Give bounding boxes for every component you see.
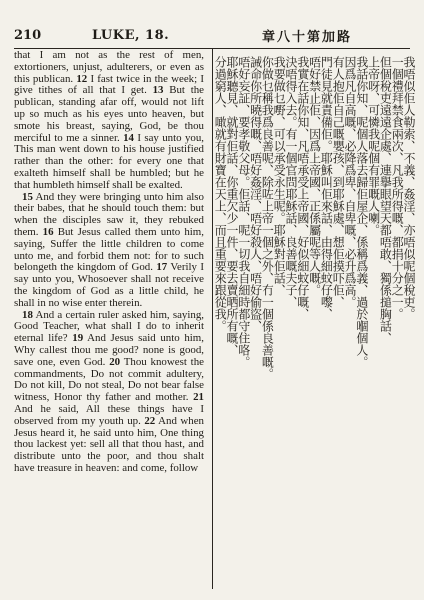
chinese-text-line: 你做乜稱我爲良善呢、除咗上帝一個之外、冇一個係良善嘅。 <box>260 56 275 380</box>
verse-text: that I am not as the rest of men, extortioners, unjust, adulterers, or even as this publican. <box>14 49 204 85</box>
verse-text: And they were bringing unto him also their babes, that he should touch them: but when the disciples saw it, they rebuked them. <box>14 190 204 238</box>
chinese-text-line: 誡命你所曉得嘅、唔好姦淫、唔好殺人、唔好偷盜、 <box>248 56 263 332</box>
verse-number: 17 <box>156 261 168 274</box>
verse-text: And Jesus said unto him, Why callest thou me good? none is good, save one, even God. <box>14 332 204 368</box>
verse-text: Verily I say unto you, Whosoever shall not receive the kingdom of God as a little child, he shall in no wise enter therein. <box>14 261 204 309</box>
verse-number: 13 <box>152 84 164 97</box>
english-paragraph-3 <box>14 310 204 475</box>
chinese-running-head <box>262 26 352 45</box>
verse-number: 22 <box>144 414 156 427</box>
chinese-text-column <box>213 52 416 588</box>
chinese-text-line: 有人抱佢自己嘅嬰孩、到耶穌處、想佢摸吓佢、 <box>331 56 346 308</box>
verse-text: And when Jesus heard it, he said unto him, One thing thou lackest yet: sell all that thou hast, and distribute unto the poor, and thou shalt have treasure in heaven: and come, follow <box>14 414 204 474</box>
verse-text: Thou knowest the commandments, Do not commit adultery, Do not kill, Do not steal, Do not bear false witness, Honor thy father and mother. <box>14 355 204 404</box>
chinese-text-line: 唔好禁止佢、因爲上帝國、正係屬呢等人嘅。 <box>307 56 322 296</box>
chinese-text-line: 我要做乜嘢、可以承受永生呢。耶穌對佢話、 <box>272 56 287 296</box>
chinese-text-line: 我唔似佢人勒索、不義、姦淫、亦唔似呢個稅吏。 <box>402 56 416 320</box>
verse-number: 19 <box>72 332 84 345</box>
chinese-text-line: 決唔得入去。有一個官問耶穌話、良善嘅夫子、 <box>284 56 298 308</box>
chinese-text-line: 我實在話你知、凡唔承受上帝國、好似細蚊仔嘅、 <box>295 56 310 320</box>
verse-text: And he said, All these things have I observed from my youth up. <box>14 402 204 427</box>
verse-number: 18 <box>22 308 33 321</box>
chinese-title-text: 路加第十八章 <box>262 30 353 45</box>
verse-number: 12 <box>76 72 88 85</box>
page-number: 210 <box>14 28 42 43</box>
chinese-text-line: 但個稅吏遠遠企處、連擧眼望天都唔敢、獨係搥胸話、 <box>378 56 393 344</box>
chinese-text-line: 上帝呀、可憐我呢個有罪嘅人喇。 <box>366 56 381 236</box>
verse-number: 14 <box>123 131 134 144</box>
chinese-text-line: 門徒見就責備佢。耶穌叫佢來話、由得細蚊仔嚟、 <box>319 56 334 320</box>
chinese-text-line: 分過窮人、噉就有財寶在天上、而且重要來跟從我。 <box>213 56 228 332</box>
verse-text: I say unto you, This man went down to his house justified rather than the other: for every one that exalteth himself shall be humbled; but he that humbleth himself shall be exalted. <box>14 131 204 191</box>
running-head: LUKE, 18. <box>92 28 170 43</box>
verse-text: I fast twice in the week; I give tithes of all that I get. <box>14 72 204 97</box>
english-paragraph-1 <box>14 50 204 192</box>
verse-text: But the publican, standing afar off, would not lift up so much as his eyes unto heaven, but smote his breast, saying, God, be thou merciful to me a sinner. <box>14 84 205 144</box>
verse-text: But Jesus called them unto him, saying, Suffer the little children to come unto me, and forbid them not: for to such belongeth the kingdom of God. <box>14 225 204 274</box>
chinese-text-line: 唔好妄証、要孝敬父母。佢話、呢一切我自細時都守住咯。 <box>236 56 251 368</box>
verse-number: 15 <box>22 190 33 203</box>
verse-text: And a certain ruler asked him, saying, Good Teacher, what shall I do to inherit eternal life? <box>14 308 204 345</box>
page-header <box>0 0 424 50</box>
chinese-text-line: 一個禮拜禁食兩次、凡我所得嘅、都捐十分之一。 <box>390 56 405 320</box>
verse-number: 20 <box>109 355 121 368</box>
english-text-column <box>14 50 204 590</box>
english-paragraph-2 <box>14 192 204 310</box>
chinese-text-line: 耶穌聽見、就對佢話、你重欠少一件、要去賣晒所有嘅、 <box>225 56 239 356</box>
chinese-text-line: 因爲凡自高嘅、必降爲卑、自卑嘅、必升爲高。 <box>343 56 357 308</box>
verse-number: 21 <box>193 391 204 404</box>
verse-number: 16 <box>42 225 54 238</box>
chinese-text-line: 我話你知、呢個人落去歸佢屋企、係稱爲義、過於嗰個人。 <box>354 56 369 368</box>
